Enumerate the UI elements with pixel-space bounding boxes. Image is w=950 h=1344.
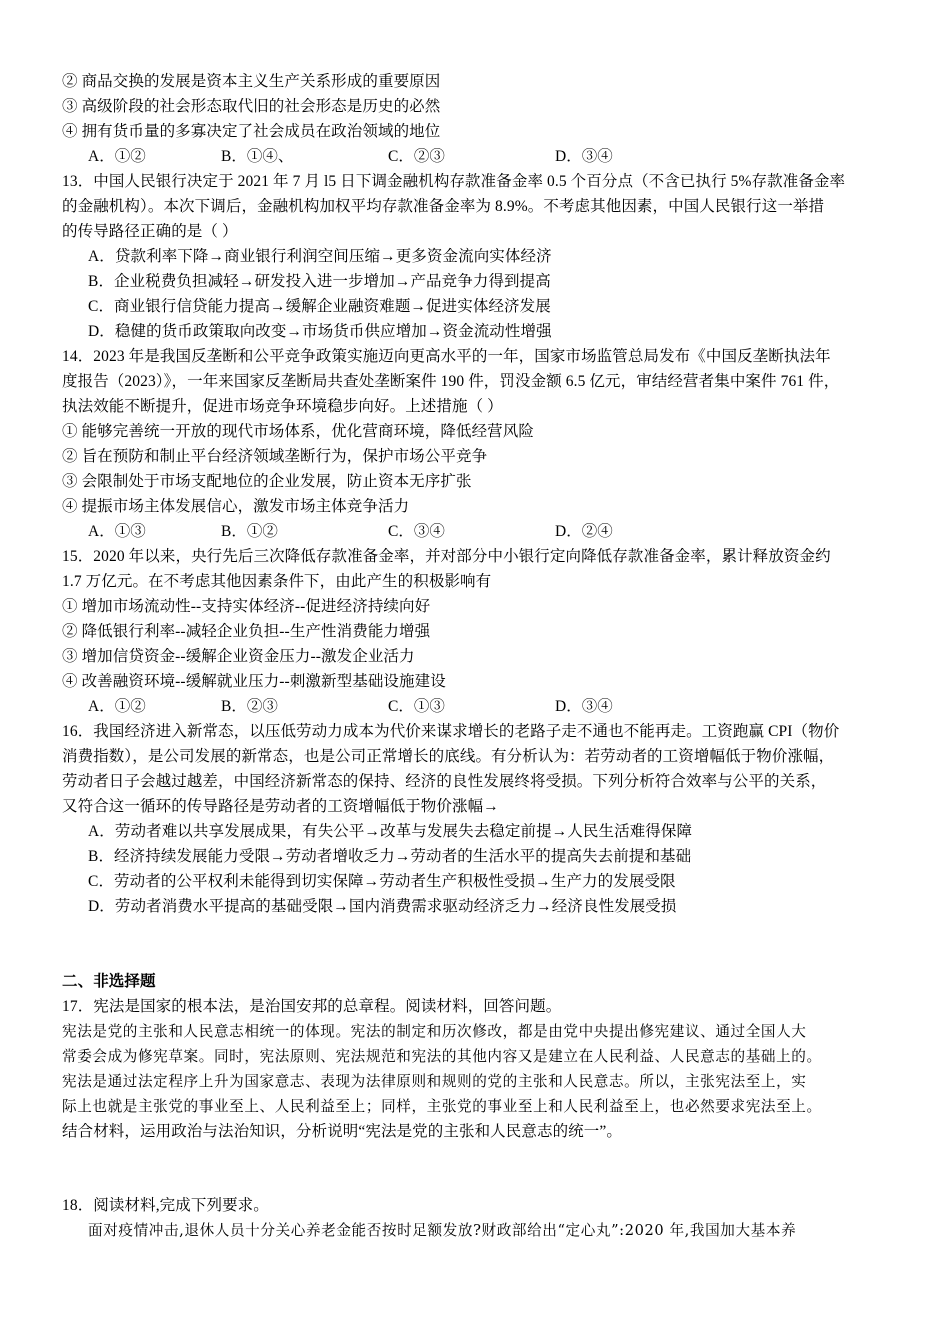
q16-option-d[interactable]: D．劳动者消费水平提高的基础受限→国内消费需求驱动经济乏力→经济良性发展受损 bbox=[88, 898, 677, 915]
q13-stem-line-2: 的金融机构）。本次下调后，金融机构加权平均存款准备金率为 8.9%。不考虑其他因素，中国人民银行这一举措 bbox=[62, 198, 825, 215]
q15-statement-1: ① 增加市场流动性--支持实体经济--促进经济持续向好 bbox=[62, 598, 431, 615]
q15-stem-line-1: 15．2020 年以来，央行先后三次降低存款准备金率，并对部分中小银行定向降低存款准备金率，累计释放资金约 bbox=[62, 548, 831, 565]
q16-stem-line-3: 劳动者日子会越过越差，中国经济新常态的保持、经济的良性发展终将受损。下列分析符合效率与公平的关系， bbox=[62, 773, 827, 790]
q17-material-line-2: 常委会成为修宪草案。同时，宪法原则、宪法规范和宪法的其他内容又是建立在人民利益、人民意志的基础上的。 bbox=[62, 1048, 822, 1065]
q14-statement-1: ① 能够完善统一开放的现代市场体系，优化营商环境，降低经营风险 bbox=[62, 423, 534, 440]
q14-statement-3: ③ 会限制处于市场支配地位的企业发展，防止资本无序扩张 bbox=[62, 473, 472, 490]
q17-material-line-3: 宪法是通过法定程序上升为国家意志、表现为法律原则和规则的党的主张和人民意志。所以，主张宪法至上，实 bbox=[62, 1073, 807, 1090]
q15-option-b[interactable]: B．②③ bbox=[221, 698, 278, 715]
q14-option-c[interactable]: C．③④ bbox=[388, 523, 445, 540]
q15-statement-2: ② 降低银行利率--减轻企业负担--生产性消费能力增强 bbox=[62, 623, 431, 640]
q16-stem-line-2: 消费指数），是公司发展的新常态，也是公司正常增长的底线。有分析认为：若劳动者的工资增幅低于物价涨幅， bbox=[62, 748, 835, 765]
q13-option-b[interactable]: B．企业税费负担减轻→研发投入进一步增加→产品竞争力得到提高 bbox=[88, 273, 551, 290]
q12-option-b[interactable]: B．①④、 bbox=[221, 148, 294, 165]
q15-option-a[interactable]: A．①② bbox=[88, 698, 146, 715]
q13-option-a[interactable]: A．贷款利率下降→商业银行利润空间压缩→更多资金流向实体经济 bbox=[88, 248, 552, 265]
q12-statement-3: ③ 高级阶段的社会形态取代旧的社会形态是历史的必然 bbox=[62, 98, 441, 115]
q15-statement-4: ④ 改善融资环境--缓解就业压力--刺激新型基础设施建设 bbox=[62, 673, 446, 690]
section-heading: 二、非选择题 bbox=[62, 973, 156, 990]
q15-stem-line-2: 1.7 万亿元。在不考虑其他因素条件下，由此产生的积极影响有 bbox=[62, 573, 492, 590]
q13-stem-line-3: 的传导路径正确的是（ ） bbox=[62, 223, 238, 240]
q16-option-b[interactable]: B．经济持续发展能力受限→劳动者增收乏力→劳动者的生活水平的提高失去前提和基础 bbox=[88, 848, 692, 865]
q16-option-a[interactable]: A．劳动者难以共享发展成果，有失公平→改革与发展失去稳定前提→人民生活难得保障 bbox=[88, 823, 693, 840]
q14-statement-2: ② 旨在预防和制止平台经济领域垄断行为，保护市场公平竞争 bbox=[62, 448, 488, 465]
q14-option-a[interactable]: A．①③ bbox=[88, 523, 146, 540]
q17-material-line-1: 宪法是党的主张和人民意志相统一的体现。宪法的制定和历次修改，都是由党中央提出修宪建议、通过全国人大 bbox=[62, 1023, 807, 1040]
q14-stem-line-3: 执法效能不断提升，促进市场竞争环境稳步向好。上述措施（ ） bbox=[62, 398, 503, 415]
q18-material-line-1: 面对疫情冲击,退休人员十分关心养老金能否按时足额发放?财政部给出“定心丸”:2020 年,我国加大基本养 bbox=[88, 1222, 797, 1239]
q13-stem-line-1: 13．中国人民银行决定于 2021 年 7 月 l5 日下调金融机构存款准备金率 0.5 个百分点（不含已执行 5%存款准备金率 bbox=[62, 173, 846, 190]
q12-statement-2: ② 商品交换的发展是资本主义生产关系形成的重要原因 bbox=[62, 73, 441, 90]
q16-stem-line-1: 16．我国经济进入新常态，以压低劳动力成本为代价来谋求增长的老路子走不通也不能再走。工资跑赢 CPI（物价 bbox=[62, 723, 840, 740]
q14-option-b[interactable]: B．①② bbox=[221, 523, 278, 540]
q15-option-c[interactable]: C．①③ bbox=[388, 698, 445, 715]
q13-option-c[interactable]: C．商业银行信贷能力提高→缓解企业融资难题→促进实体经济发展 bbox=[88, 298, 551, 315]
q16-option-c[interactable]: C．劳动者的公平权利未能得到切实保障→劳动者生产积极性受损→生产力的发展受限 bbox=[88, 873, 676, 890]
q16-stem-line-4: 又符合这一循环的传导路径是劳动者的工资增幅低于物价涨幅→ bbox=[62, 798, 499, 815]
q17-stem: 17．宪法是国家的根本法，是治国安邦的总章程。阅读材料，回答问题。 bbox=[62, 998, 562, 1015]
q14-stem-line-2: 度报告（2023）》，一年来国家反垄断局共查处垄断案件 190 件，罚没金额 6.5 亿元，审结经营者集中案件 761 件， bbox=[62, 373, 840, 390]
q15-option-d[interactable]: D．③④ bbox=[555, 698, 613, 715]
q12-option-c[interactable]: C．②③ bbox=[388, 148, 445, 165]
q18-stem: 18．阅读材料,完成下列要求。 bbox=[62, 1197, 269, 1214]
q17-material-line-4: 际上也就是主张党的事业至上、人民利益至上；同样，主张党的事业至上和人民利益至上，也必然要求宪法至上。 bbox=[62, 1098, 822, 1115]
q13-option-d[interactable]: D．稳健的货币政策取向改变→市场货币供应增加→资金流动性增强 bbox=[88, 323, 552, 340]
q14-option-d[interactable]: D．②④ bbox=[555, 523, 613, 540]
q17-task: 结合材料，运用政治与法治知识，分析说明“宪法是党的主张和人民意志的统一”。 bbox=[62, 1123, 622, 1140]
q15-statement-3: ③ 增加信贷资金--缓解企业资金压力--激发企业活力 bbox=[62, 648, 415, 665]
q12-option-d[interactable]: D．③④ bbox=[555, 148, 613, 165]
q14-stem-line-1: 14．2023 年是我国反垄断和公平竞争政策实施迈向更高水平的一年，国家市场监管总局发布《中国反垄断执法年 bbox=[62, 348, 831, 365]
q12-option-a[interactable]: A．①② bbox=[88, 148, 146, 165]
q14-statement-4: ④ 提振市场主体发展信心，激发市场主体竞争活力 bbox=[62, 498, 410, 515]
q12-statement-4: ④ 拥有货币量的多寡决定了社会成员在政治领域的地位 bbox=[62, 123, 441, 140]
